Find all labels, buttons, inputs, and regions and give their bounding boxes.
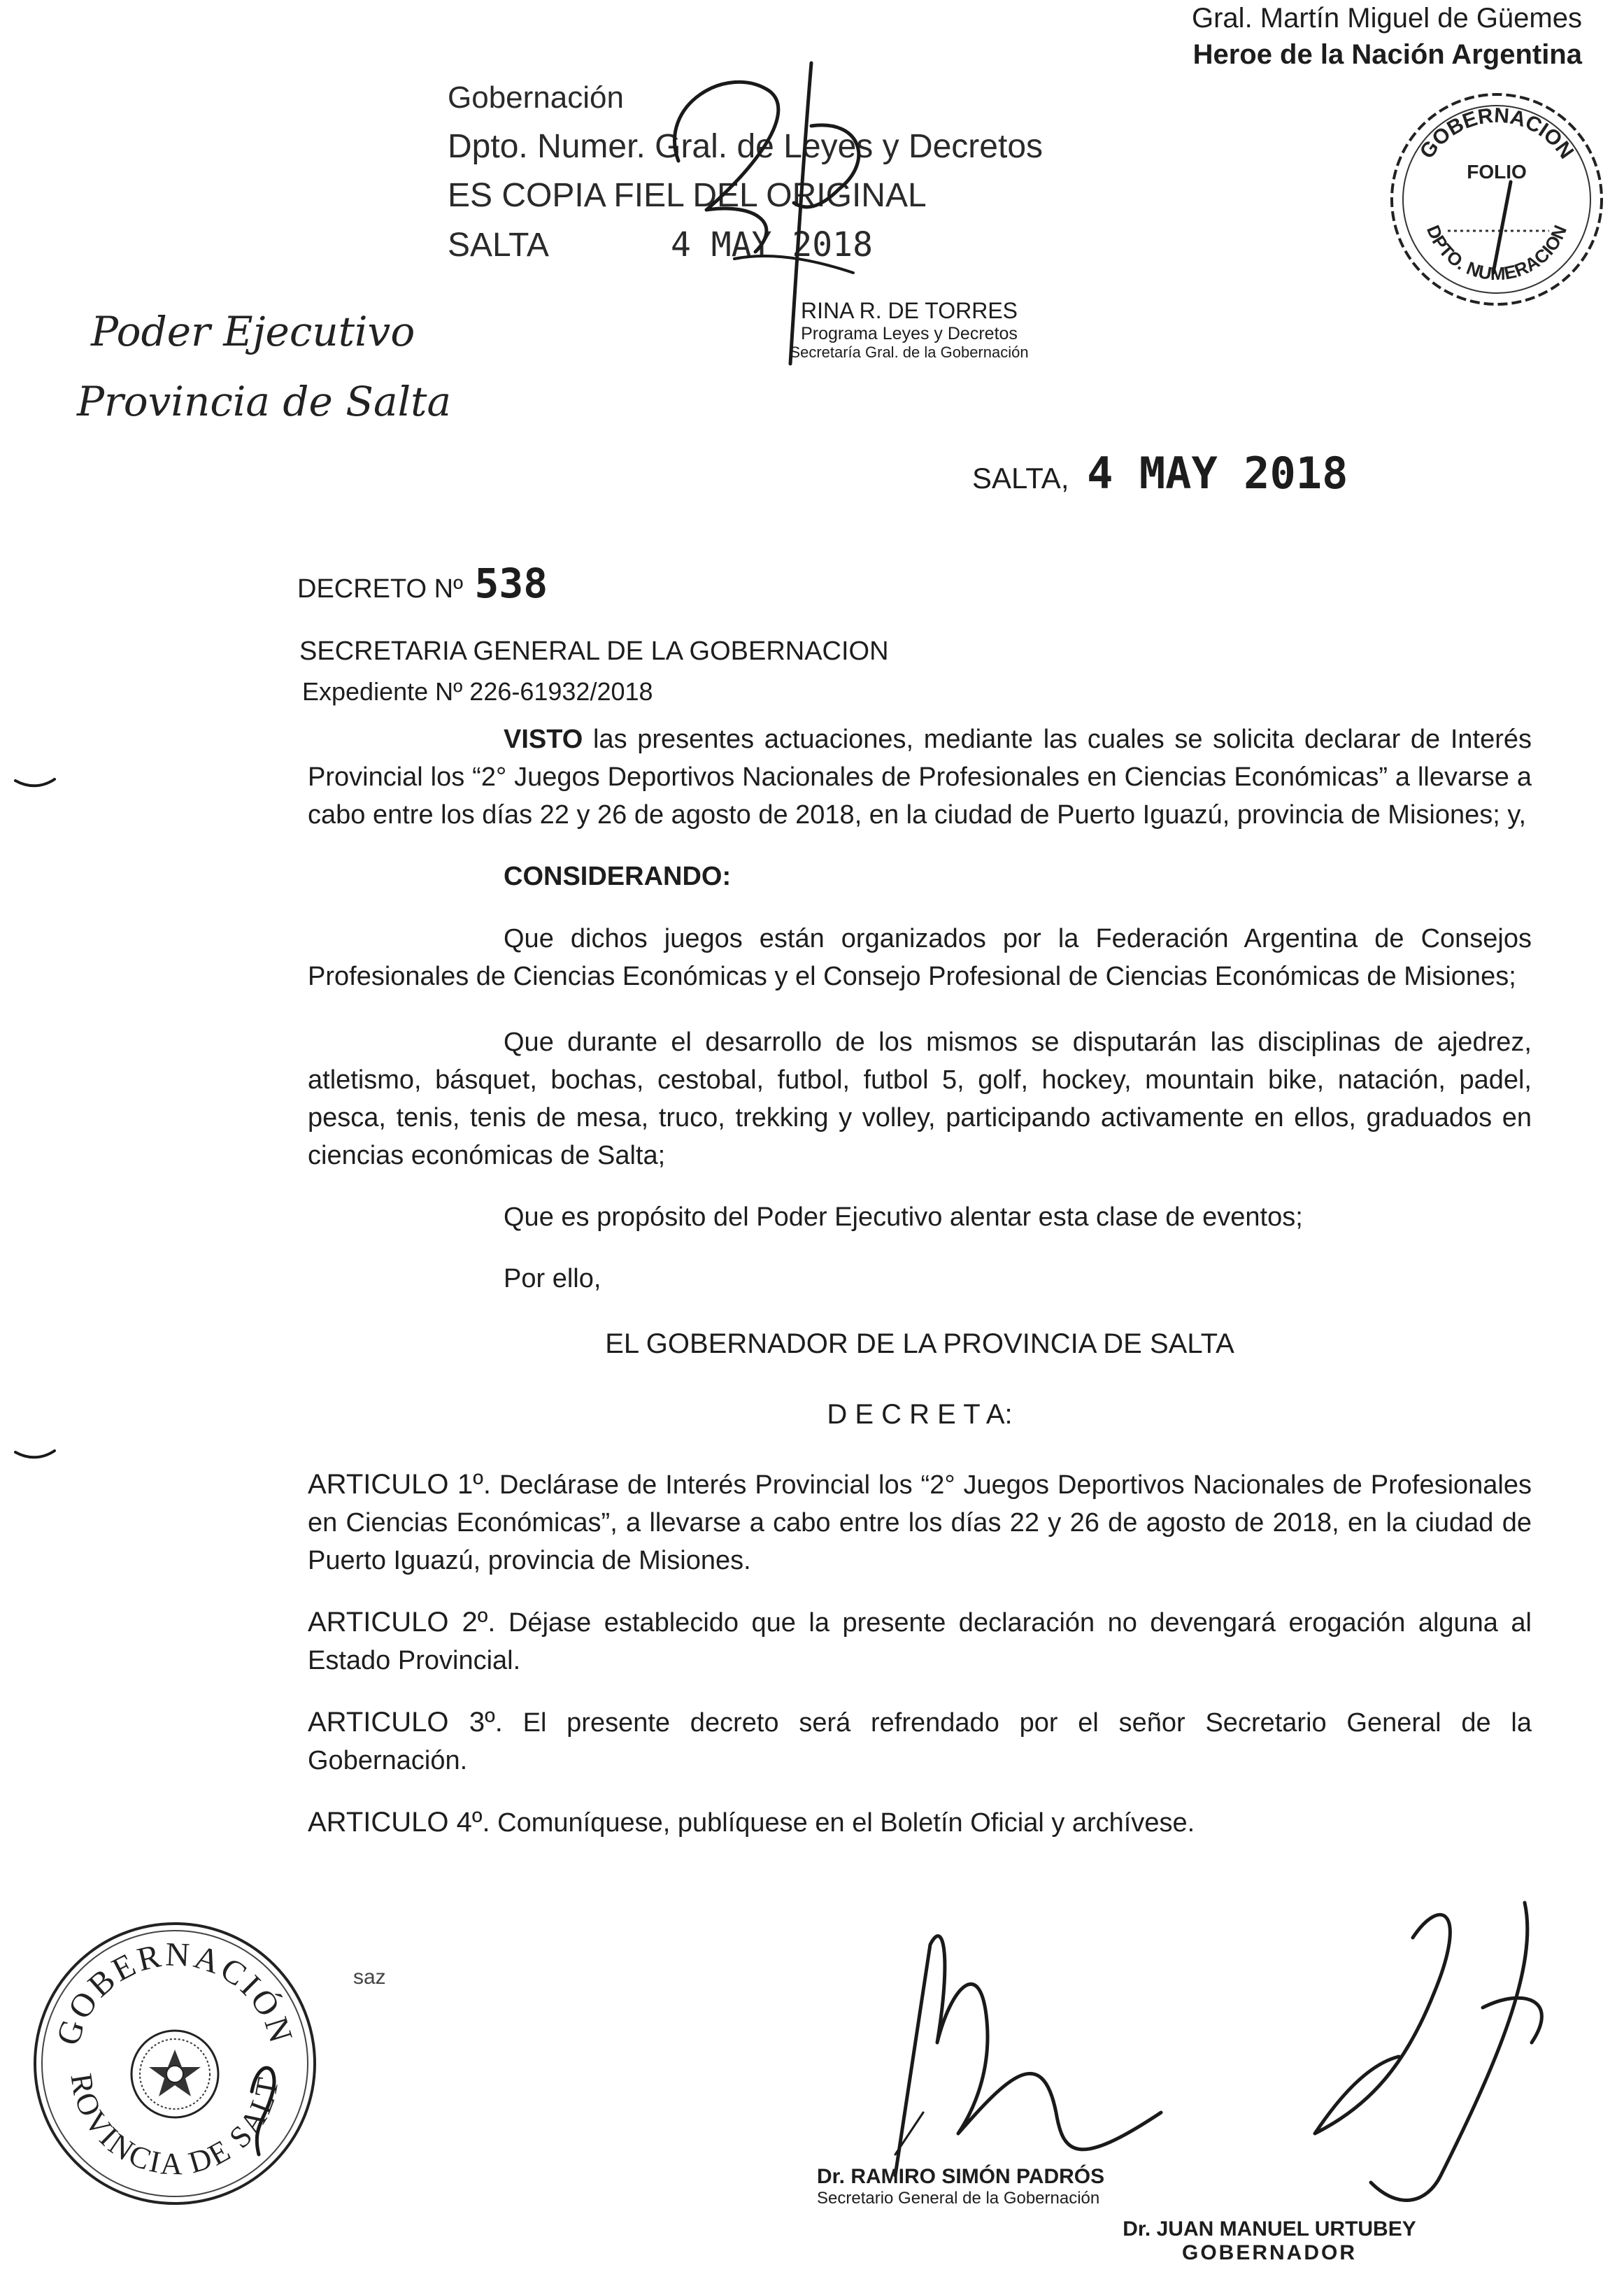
- governor-name: Dr. JUAN MANUEL URTUBEY: [1123, 2217, 1416, 2241]
- considerando-paragraph-2: Que durante el desarrollo de los mismos se disputarán las disciplinas de ajedrez, atletismo, básquet, bochas, cestobal, futbol, futbol 5, golf, hockey, mountain bike, natación, padel, pesca, tenis, tenis de mesa, truco, trekking y volley, participando activamente en ellos, graduados en ciencias económicas de Salta;: [308, 1028, 1532, 1170]
- article-3: [308, 1703, 1532, 1780]
- enacting-authority: EL GOBERNADOR DE LA PROVINCIA DE SALTA: [605, 1328, 1234, 1359]
- decree-label: DECRETO Nº: [297, 574, 463, 604]
- dateline: [972, 448, 1348, 499]
- article-1-text: Declárase de Interés Provincial los “2° Juegos Deportivos Nacionales de Profesionales en Ciencias Económicas”, a llevarse a cabo entre los días 22 y 26 de agosto de 2018, en la ciudad de Puerto Iguazú, provincia de Misiones.: [308, 1470, 1532, 1575]
- folio-seal: [1381, 84, 1612, 315]
- decree-office: SECRETARIA GENERAL DE LA GOBERNACION: [299, 637, 889, 666]
- considerando-paragraph-3: Que es propósito del Poder Ejecutivo alentar esta clase de eventos;: [504, 1202, 1303, 1232]
- seal-bottom-text: ROVINCIA DE SALT: [64, 2071, 285, 2182]
- seal-emblem-icon: [131, 2031, 218, 2117]
- copy-stamp-signature: [629, 42, 923, 371]
- dateline-date: 4 MAY 2018: [1087, 448, 1348, 499]
- governor-role: GOBERNADOR: [1181, 2241, 1357, 2264]
- dateline-city: SALTA,: [972, 462, 1069, 495]
- folio-seal-top-text: GOBERNACION: [1415, 104, 1579, 164]
- motto-line-1: Gral. Martín Miguel de Güemes: [1192, 3, 1582, 34]
- secretary-block: [817, 2165, 1104, 2208]
- article-4-label: ARTICULO 4º.: [308, 1807, 490, 1838]
- letterhead-line-1: Poder Ejecutivo: [91, 308, 415, 355]
- article-1: [308, 1465, 1532, 1579]
- government-seal: [28, 1917, 322, 2210]
- article-1-label: ARTICULO 1º.: [308, 1469, 492, 1500]
- article-3-text: El presente decreto será refrendado por el señor Secretario General de la Gobernación.: [308, 1708, 1532, 1775]
- considerando-paragraph-1: Que dichos juegos están organizados por la Federación Argentina de Consejos Profesionales de Ciencias Económicas y el Consejo Profesional de Ciencias Económicas de Misiones;: [308, 924, 1532, 991]
- copy-stamp-signer-name: RINA R. DE TORRES: [801, 298, 1018, 323]
- scan-mark: [14, 1448, 56, 1462]
- article-2: [308, 1603, 1532, 1680]
- article-4-text: Comuníquese, publíquese en el Boletín Oficial y archívese.: [490, 1808, 1195, 1838]
- decree-file-number: Expediente Nº 226-61932/2018: [302, 677, 653, 706]
- typist-initials: saz: [353, 1966, 386, 1989]
- governor-signature: [1231, 1882, 1595, 2231]
- copy-stamp-date: 4 MAY 2018: [670, 225, 873, 264]
- decree-body: [308, 720, 1532, 1842]
- letterhead-line-2: Provincia de Salta: [77, 378, 452, 425]
- decree-number: 538: [474, 560, 548, 607]
- folio-seal-label: FOLIO: [1467, 161, 1527, 183]
- motto-line-2: Heroe de la Nación Argentina: [1192, 39, 1582, 70]
- article-2-text: Déjase establecido que la presente declaración no devengará erogación alguna al Estado Provincial.: [308, 1608, 1532, 1675]
- visto-text: las presentes actuaciones, mediante las cuales se solicita declarar de Interés Provincial los “2° Juegos Deportivos Nacionales de Profesionales en Ciencias Económicas” a llevarse a cabo entre los días 22 y 26 de agosto de 2018, en la ciudad de Puerto Iguazú, provincia de Misiones; y,: [308, 725, 1532, 830]
- copy-stamp-signer-role-1: Programa Leyes y Decretos: [801, 324, 1018, 343]
- copy-stamp-signer-role-2: Secretaría Gral. de la Gobernación: [790, 343, 1029, 361]
- copy-stamp-line-3: ES COPIA FIEL DEL ORIGINAL: [448, 177, 927, 214]
- considerando-paragraph-4: Por ello,: [504, 1264, 601, 1293]
- considerando-heading: CONSIDERANDO:: [504, 862, 732, 891]
- secretary-role: Secretario General de la Gobernación: [817, 2189, 1100, 2208]
- secretary-signature: [867, 1903, 1231, 2182]
- svg-text:GOBERNACIÓN: [50, 1936, 301, 2050]
- folio-seal-bottom-text: DPTO. NUMERACION: [1422, 222, 1572, 285]
- scan-mark: [14, 776, 56, 790]
- visto-lead: VISTO: [504, 725, 583, 754]
- visto-paragraph: [308, 720, 1532, 834]
- motto: [953, 0, 1582, 73]
- copy-stamp-line-2: Dpto. Numer. Gral. de Leyes y Decretos: [448, 128, 1044, 165]
- article-4: [308, 1803, 1532, 1842]
- secretary-name: Dr. RAMIRO SIMÓN PADRÓS: [817, 2165, 1105, 2188]
- copy-stamp-city: SALTA: [448, 227, 548, 264]
- decree-number-row: [297, 560, 548, 607]
- article-2-label: ARTICULO 2º.: [308, 1607, 496, 1638]
- governor-block: [1112, 2217, 1427, 2265]
- copy-stamp-line-1: Gobernación: [448, 80, 624, 115]
- enacting-verb: D E C R E T A:: [827, 1399, 1013, 1430]
- seal-top-text: GOBERNACIÓN: [49, 1936, 301, 2050]
- article-3-label: ARTICULO 3º.: [308, 1707, 503, 1738]
